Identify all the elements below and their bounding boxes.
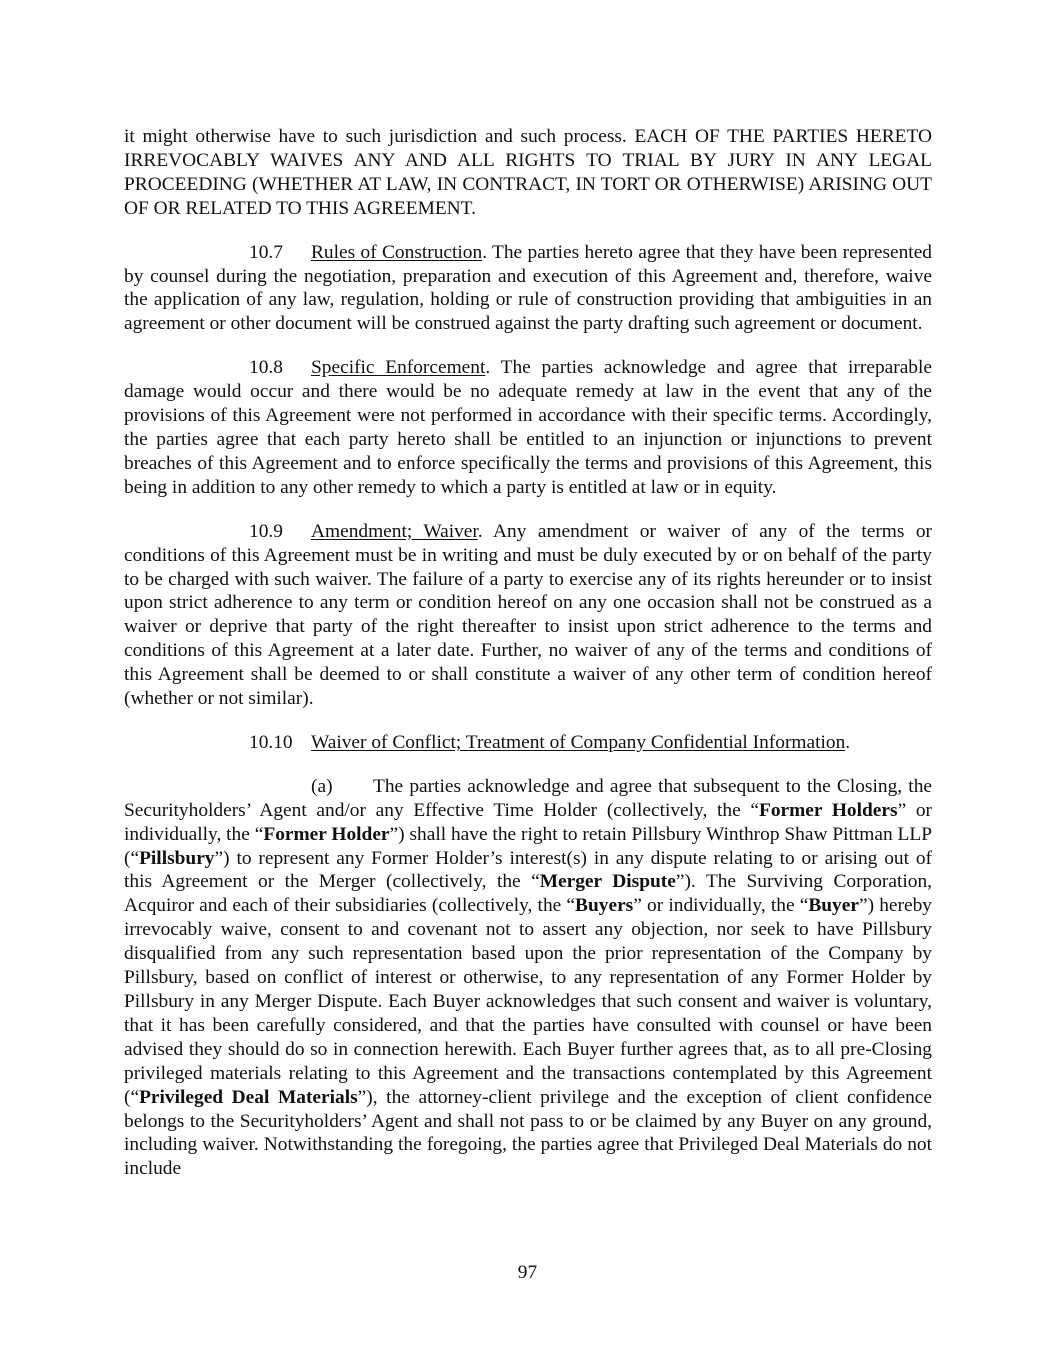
section-10-9	[124, 520, 932, 711]
subsection-text: ”). The Surviving Corporation, Acquiror and each of their subsidiaries (collectively, the “	[124, 871, 933, 917]
defined-term: Buyers	[575, 895, 634, 917]
section-10-8	[124, 356, 932, 499]
document-page	[124, 125, 932, 1181]
subsection-text: ”) hereby irrevocably waive, consent to and covenant not to assert any objection, nor seek to have Pillsbury disqualified from any such representation based upon the prior representation of the Company by Pillsbury, based on conflict of interest or otherwise, to any representation of any Former Holder by Pillsbury in any Merger Dispute. Each Buyer acknowledges that such consent and waiver is voluntary, that it has been carefully considered, and that the parties have consulted with counsel or have been advised they should do so in connection herewith. Each Buyer further agrees that, as to all pre-Closing privileged materials relating to this Agreement and the transactions contemplated by this Agreement (“	[124, 895, 932, 1108]
section-10-7	[124, 241, 932, 337]
section-body: . The parties hereto agree that they have been represented by counsel during the negotiation, preparation and execution of this Agreement and, therefore, waive the application of any law, regulation, holding or rule of construction providing that ambiguities in an agreement or other document will be construed against the party drafting such agreement or document.	[124, 241, 932, 335]
subsection-text: ” or individually, the “	[124, 799, 933, 845]
continuation-paragraph: it might otherwise have to such jurisdiction and such process. EACH OF THE PARTIES HERETO IRREVOCABLY WAIVES ANY AND ALL RIGHTS TO TRIAL BY JURY IN ANY LEGAL PROCEEDING (WHETHER AT LAW, IN CONTRACT, IN TORT OR OTHERWISE) ARISING OUT OF OR RELATED TO THIS AGREEMENT.	[124, 126, 932, 219]
section-number: 10.10	[249, 731, 293, 753]
defined-term: Buyer	[808, 895, 859, 917]
section-title: Specific Enforcement	[311, 357, 486, 379]
section-body: . The parties acknowledge and agree that irreparable damage would occur and there would be no adequate remedy at law in the event that any of the provisions of this Agreement were not performed in accordance with their specific terms. Accordingly, the parties agree that each party hereto shall be entitled to an injunction or injunctions to prevent breaches of this Agreement and to enforce specifically the terms and provisions of this Agreement, this being in addition to any other remedy to which a party is entitled at law or in equity.	[124, 357, 932, 498]
subsection-text: ” or individually, the “	[633, 895, 809, 917]
section-number: 10.8	[249, 357, 283, 379]
section-number: 10.7	[249, 241, 283, 263]
defined-term: Merger Dispute	[539, 871, 676, 893]
subsection-text: ”) shall have the right to retain Pillsbury Winthrop Shaw Pittman LLP (“	[124, 823, 933, 869]
subsection-a	[124, 775, 932, 1181]
subsection-label: (a)	[311, 775, 333, 797]
section-number: 10.9	[249, 520, 283, 542]
section-body: . Any amendment or waiver of any of the terms or conditions of this Agreement must be in writing and must be duly executed by or on behalf of the party to be charged with such waiver. The failure of a party to exercise any of its rights hereunder or to insist upon strict adherence to any term or condition hereof on any one occasion shall not be construed as a waiver or deprive that party of the right thereafter to insist upon strict adherence to the terms and conditions of this Agreement at a later date. Further, no waiver of any of the terms and conditions of this Agreement shall be deemed to or shall constitute a waiver of any other term of condition hereof (whether or not similar).	[124, 520, 932, 710]
subsection-text: The parties acknowledge and agree that subsequent to the Closing, the Securityholders’ Agent and/or any Effective Time Holder (collectively, the “	[124, 775, 932, 821]
section-10-10	[124, 731, 932, 755]
subsection-text: ”), the attorney-client privilege and the exception of client confidence belongs to the Securityholders’ Agent and shall not pass to or be claimed by any Buyer on any ground, including waiver. Notwithstanding the foregoing, the parties agree that Privileged Deal Materials do not include	[124, 1086, 933, 1180]
subsection-text: ”) to represent any Former Holder’s interest(s) in any dispute relating to or arising out of this Agreement or the Merger (collectively, the “	[124, 847, 932, 893]
page-number: 97	[517, 1262, 538, 1283]
section-title: Waiver of Conflict; Treatment of Company Confidential Information	[311, 731, 846, 753]
section-title: Amendment; Waiver	[311, 520, 478, 542]
defined-term: Former Holders	[759, 799, 898, 821]
defined-term: Privileged Deal Materials	[139, 1086, 358, 1108]
section-title: Rules of Construction	[311, 241, 483, 263]
section-body: .	[845, 731, 851, 753]
defined-term: Former Holder	[263, 823, 390, 845]
defined-term: Pillsbury	[139, 847, 215, 869]
